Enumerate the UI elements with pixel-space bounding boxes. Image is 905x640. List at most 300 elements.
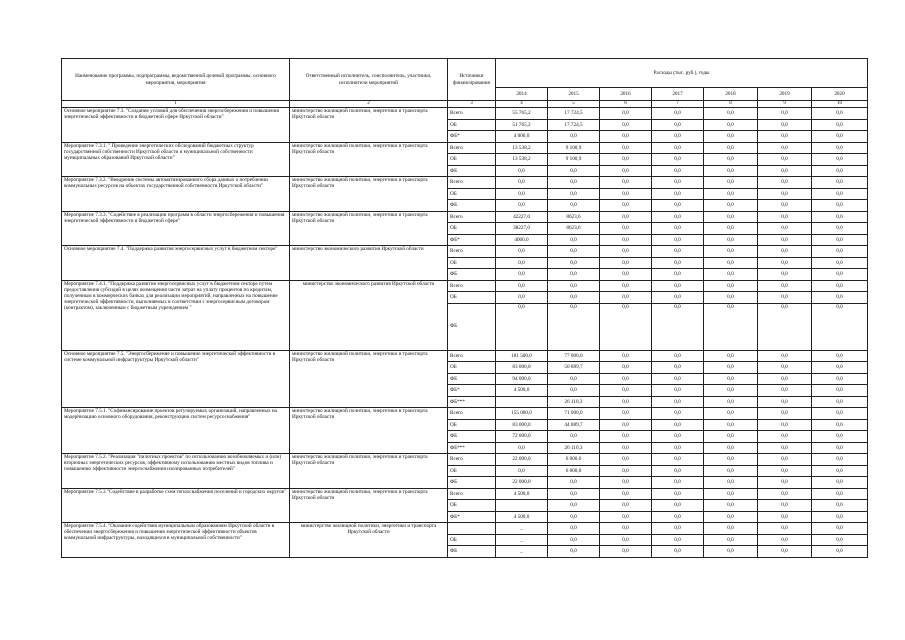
measure-name: Мероприятие 7.5.3 "Содействие в разработке схем теплоснабжения поселений и городских округов" xyxy=(62,488,290,523)
measure-name: Мероприятие 7.5.1. "Софинансирование проектов регулируемых организаций, направленных на модернизацию основного оборудования, реконструкцию систем ресурсоснабжения" xyxy=(62,408,290,454)
funding-source: ОБ xyxy=(448,188,496,200)
expense-value: 6 000,0 xyxy=(548,454,600,466)
expense-value: 0,0 xyxy=(652,131,704,143)
measure-executor: министерство жилищной политики, энергетики и транспорта Иркутской области xyxy=(290,177,448,212)
expense-value: 0,0 xyxy=(704,477,758,489)
expense-value: 0,0 xyxy=(812,200,868,212)
expense-value: 0,0 xyxy=(548,385,600,397)
expense-value: 0,0 xyxy=(812,188,868,200)
expense-value: 155 000,0 xyxy=(496,408,548,420)
funding-source: Всего xyxy=(448,142,496,154)
expense-value: _ xyxy=(496,534,548,546)
expense-value: 0,0 xyxy=(652,419,704,431)
expense-value: 0,0 xyxy=(812,154,868,166)
expense-value: 0,0 xyxy=(704,292,758,304)
measure-executor: министерство жилищной политики, энергетики и транспорта Иркутской области xyxy=(290,211,448,246)
expense-value: 0,0 xyxy=(758,396,812,408)
expense-value: 0,0 xyxy=(812,396,868,408)
header-expenses: Расходы (тыс. руб.), годы xyxy=(496,59,868,88)
expense-value: 0,0 xyxy=(548,165,600,177)
expense-value: 0,0 xyxy=(704,257,758,269)
funding-source: ОБ xyxy=(448,257,496,269)
expense-value: 0,0 xyxy=(812,119,868,131)
expense-value: 0,0 xyxy=(812,246,868,258)
expense-value: 0,0 xyxy=(812,419,868,431)
column-index: 1 xyxy=(62,101,290,108)
expense-value: 0,0 xyxy=(758,211,812,223)
expense-value: 0,0 xyxy=(548,431,600,443)
expense-value: 0,0 xyxy=(496,177,548,189)
expense-value: 0,0 xyxy=(652,511,704,523)
expense-value: 0,0 xyxy=(600,246,652,258)
measure-executor: министерство экономического развития Иркутской области xyxy=(290,280,448,350)
expense-value: 0,0 xyxy=(496,165,548,177)
expense-value: 4 000,0 xyxy=(496,131,548,143)
expense-value: 0,0 xyxy=(600,534,652,546)
expense-value: 0,0 xyxy=(758,234,812,246)
expense-value: 0,0 xyxy=(812,362,868,374)
expense-value: 0,0 xyxy=(812,280,868,292)
column-index: 9 xyxy=(758,101,812,108)
expense-value: 0,0 xyxy=(496,280,548,292)
expense-value: 9 100,9 xyxy=(548,154,600,166)
measure-name: Мероприятие 7.4.1. "Поддержка развития энергосервисных услуг в бюджетном секторе путем предоставления субсидий в целях возмещения части затрат на уплату процентов по кредитам, полученным в коммерческих банках для реализации мероприятий, направленных на повышение энергетической эффективности, выполняемых в соответствии с энергосервисным договором (контрактом), заключенным с бюджетным учреждением " xyxy=(62,280,290,350)
expense-value: 0,0 xyxy=(600,142,652,154)
expense-value: 0,0 xyxy=(758,454,812,466)
expense-value: 0,0 xyxy=(704,234,758,246)
expense-value: 0,0 xyxy=(758,431,812,443)
expense-value: 0,0 xyxy=(758,280,812,292)
expense-value: 0,0 xyxy=(600,511,652,523)
funding-source: Всего xyxy=(448,454,496,466)
funding-source: ОБ xyxy=(448,534,496,546)
table-row xyxy=(62,280,868,292)
expense-value: 0,0 xyxy=(548,511,600,523)
expense-value: 0,0 xyxy=(548,200,600,212)
expense-value: 26 110,3 xyxy=(548,442,600,454)
expense-value: 83 000,0 xyxy=(496,362,548,374)
expense-value: 77 000,0 xyxy=(548,350,600,362)
expense-value: 0,0 xyxy=(652,303,704,350)
expense-value: 0,0 xyxy=(548,373,600,385)
expense-value: 0,0 xyxy=(600,223,652,235)
expense-value: 0,0 xyxy=(704,431,758,443)
expense-value: 0,0 xyxy=(548,477,600,489)
expense-value: 0,0 xyxy=(600,373,652,385)
expense-value: 0,0 xyxy=(758,108,812,120)
header-year: 2019 xyxy=(758,88,812,101)
funding-source: Всего xyxy=(448,177,496,189)
expense-value: 0,0 xyxy=(758,303,812,350)
funding-source: Всего xyxy=(448,350,496,362)
expense-value: 0,0 xyxy=(652,488,704,500)
expense-value: 0,0 xyxy=(704,350,758,362)
expense-value: 0,0 xyxy=(600,234,652,246)
expense-value: 0,0 xyxy=(652,211,704,223)
expense-value: 0,0 xyxy=(812,431,868,443)
expense-value: 0,0 xyxy=(548,534,600,546)
expense-value: 0,0 xyxy=(758,177,812,189)
expense-value: 0,0 xyxy=(652,408,704,420)
column-index: 5 xyxy=(548,101,600,108)
funding-source: ФБ*** xyxy=(448,396,496,408)
expense-value: 0,0 xyxy=(496,303,548,350)
expense-value: 0,0 xyxy=(600,119,652,131)
expense-value: 0,0 xyxy=(812,177,868,189)
measure-name: Мероприятие 7.5.4. "Оказание содействия муниципальным образованиям Иркутской области в обеспечении энергосбережения и повышения энергетической эффективности объектов коммунальной инфраструктуры, находящихся в муниципальной собственности" xyxy=(62,523,290,558)
expense-value: 0,0 xyxy=(652,119,704,131)
expense-value: 0,0 xyxy=(704,465,758,477)
header-source: Источники финансирования xyxy=(448,59,496,101)
expense-value: 0,0 xyxy=(812,442,868,454)
expense-value: 0,0 xyxy=(758,257,812,269)
expense-value: 0,0 xyxy=(652,223,704,235)
expense-value: 0,0 xyxy=(758,385,812,397)
funding-source: ФБ* xyxy=(448,131,496,143)
expense-value: 0,0 xyxy=(652,350,704,362)
expense-value: 0,0 xyxy=(600,131,652,143)
expense-value: 0,0 xyxy=(600,211,652,223)
expense-value: 0,0 xyxy=(600,408,652,420)
expense-value: 0,0 xyxy=(600,500,652,512)
expense-value: 0,0 xyxy=(758,546,812,558)
expense-value: 0,0 xyxy=(652,431,704,443)
expense-value: 0,0 xyxy=(652,396,704,408)
expense-value: 26 110,3 xyxy=(548,396,600,408)
expense-value: 0,0 xyxy=(704,142,758,154)
expense-value: 0,0 xyxy=(600,362,652,374)
measure-name: Мероприятие 7.3.3. "Содействие в реализации программ в области энергосбережения и повышения энергетической эффективности в бюджетной сфере" xyxy=(62,211,290,246)
expense-value: 0,0 xyxy=(704,223,758,235)
expense-value: 0,0 xyxy=(758,488,812,500)
expense-value: 0,0 xyxy=(812,303,868,350)
expense-value: 0,0 xyxy=(704,534,758,546)
expense-value: 0,0 xyxy=(496,200,548,212)
expense-value: 13 538,2 xyxy=(496,142,548,154)
expense-value: 0,0 xyxy=(758,154,812,166)
header-year: 2017 xyxy=(652,88,704,101)
measure-name: Мероприятие 7.3.2. "Внедрение системы автоматизированного сбора данных о потреблении коммунальных ресурсов на объектах государственной собственности Иркутской области" xyxy=(62,177,290,212)
expense-value: 55 765,2 xyxy=(496,108,548,120)
funding-source: ФБ xyxy=(448,373,496,385)
expense-value: 0,0 xyxy=(704,177,758,189)
funding-source: ОБ xyxy=(448,119,496,131)
funding-source: ФБ* xyxy=(448,511,496,523)
funding-source: ФБ xyxy=(448,546,496,558)
expense-value: 0,0 xyxy=(812,373,868,385)
expense-value: 0,0 xyxy=(652,523,704,535)
expense-value: 0,0 xyxy=(496,292,548,304)
measure-name: Мероприятие 7.5.2. "Реализация "пилотных проектов" по использованию возобновляемых и (или) вторичных энергетических ресурсов, эффективному использованию местных видов топлива и повышению эффективности энергоснабжения изолированных потребителей" xyxy=(62,454,290,489)
header-year: 2015 xyxy=(548,88,600,101)
expense-value: 4000,0 xyxy=(496,234,548,246)
table-row xyxy=(62,177,868,189)
expense-value: 0,0 xyxy=(600,108,652,120)
measure-executor: министерство жилищной политики, энергетики и транспорта Иркутской области xyxy=(290,142,448,177)
expense-value: 0,0 xyxy=(600,280,652,292)
expense-value: 0,0 xyxy=(652,385,704,397)
expense-value: 0,0 xyxy=(548,488,600,500)
expense-value: 0,0 xyxy=(758,523,812,535)
expense-value: 17 724,5 xyxy=(548,119,600,131)
expense-value: 0,0 xyxy=(600,350,652,362)
expense-value: 0,0 xyxy=(758,442,812,454)
expense-value xyxy=(496,500,548,512)
expense-value: 0,0 xyxy=(496,246,548,258)
expense-value: 0,0 xyxy=(652,246,704,258)
expense-value: 0,0 xyxy=(812,408,868,420)
expense-value: 0,0 xyxy=(600,488,652,500)
funding-source: Всего xyxy=(448,211,496,223)
funding-source xyxy=(448,523,496,535)
expense-value: 8623,6 xyxy=(548,211,600,223)
expense-value: 0,0 xyxy=(548,269,600,281)
budget-sheet xyxy=(61,58,867,558)
expense-value: 0,0 xyxy=(548,292,600,304)
measure-executor: министерство экономического развития Иркутской области xyxy=(290,246,448,281)
expense-value: 0,0 xyxy=(652,165,704,177)
table-row xyxy=(62,523,868,535)
expense-value: 0,0 xyxy=(704,269,758,281)
expense-value: 0,0 xyxy=(758,223,812,235)
measure-name: Основное мероприятие 7.3. "Создание условий для обеспечения энергосбережения и повышения энергетической эффективности в бюджетной сфере Иркутской области" xyxy=(62,108,290,143)
expense-value: 0,0 xyxy=(652,292,704,304)
budget-table xyxy=(61,58,868,558)
expense-value: 0,0 xyxy=(758,119,812,131)
expense-value: 0,0 xyxy=(812,292,868,304)
column-index: 6 xyxy=(600,101,652,108)
expense-value: 0,0 xyxy=(812,465,868,477)
expense-value: 4 500,0 xyxy=(496,511,548,523)
expense-value: 0,0 xyxy=(652,188,704,200)
expense-value: 0,0 xyxy=(652,546,704,558)
expense-value: 0,0 xyxy=(812,165,868,177)
expense-value: 0,0 xyxy=(600,465,652,477)
expense-value: 51 765,2 xyxy=(496,119,548,131)
expense-value: 0,0 xyxy=(496,442,548,454)
expense-value: 0,0 xyxy=(652,154,704,166)
expense-value: 0,0 xyxy=(600,177,652,189)
funding-source: ОБ xyxy=(448,292,496,304)
expense-value: 0,0 xyxy=(600,454,652,466)
expense-value: 0,0 xyxy=(704,385,758,397)
expense-value: 0,0 xyxy=(704,442,758,454)
expense-value: 0,0 xyxy=(652,177,704,189)
expense-value: 0,0 xyxy=(652,362,704,374)
expense-value: 0,0 xyxy=(548,246,600,258)
table-row xyxy=(62,488,868,500)
expense-value: 0,0 xyxy=(812,142,868,154)
funding-source: ОБ xyxy=(448,223,496,235)
expense-value: 0,0 xyxy=(548,234,600,246)
expense-value: 4 500,0 xyxy=(496,488,548,500)
expense-value: 0,0 xyxy=(600,419,652,431)
funding-source: ФБ*** xyxy=(448,442,496,454)
expense-value: 0,0 xyxy=(758,477,812,489)
column-index: 2 xyxy=(290,101,448,108)
expense-value: 0,0 xyxy=(652,500,704,512)
measure-name: Основное мероприятие 7.4. "Поддержка развития энергосервисных услуг в бюджетном секторе" xyxy=(62,246,290,281)
expense-value: 0,0 xyxy=(758,292,812,304)
expense-value: 0,0 xyxy=(704,188,758,200)
table-row xyxy=(62,246,868,258)
expense-value: 4 500,0 xyxy=(496,385,548,397)
expense-value: 0,0 xyxy=(758,500,812,512)
funding-source: ФБ* xyxy=(448,234,496,246)
expense-value: 0,0 xyxy=(758,408,812,420)
expense-value: 0,0 xyxy=(812,500,868,512)
expense-value: 0,0 xyxy=(652,454,704,466)
expense-value: 0,0 xyxy=(704,511,758,523)
table-row xyxy=(62,408,868,420)
expense-value: 0,0 xyxy=(758,350,812,362)
expense-value: 0,0 xyxy=(758,269,812,281)
expense-value: 0,0 xyxy=(600,257,652,269)
expense-value: 0,0 xyxy=(704,211,758,223)
expense-value: 0,0 xyxy=(758,534,812,546)
expense-value: 0,0 xyxy=(812,350,868,362)
expense-value: 0,0 xyxy=(812,523,868,535)
funding-source: ФБ xyxy=(448,431,496,443)
column-index: 8 xyxy=(704,101,758,108)
expense-value: 0,0 xyxy=(548,280,600,292)
expense-value: 0,0 xyxy=(652,234,704,246)
expense-value: 0,0 xyxy=(704,280,758,292)
expense-value: 0,0 xyxy=(600,269,652,281)
expense-value: 0,0 xyxy=(600,200,652,212)
measure-executor: министерство жилищной политики, энергетики и транспорта Иркутской области xyxy=(290,454,448,489)
expense-value: 0,0 xyxy=(758,511,812,523)
expense-value: 0,0 xyxy=(758,362,812,374)
expense-value: 0,0 xyxy=(812,546,868,558)
expense-value: 22 000,0 xyxy=(496,477,548,489)
expense-value: 0,0 xyxy=(548,546,600,558)
expense-value: 0,0 xyxy=(758,165,812,177)
expense-value: 0,0 xyxy=(548,523,600,535)
expense-value: 94 000,0 xyxy=(496,373,548,385)
expense-value: 42227,0 xyxy=(496,211,548,223)
expense-value: 0,0 xyxy=(704,546,758,558)
expense-value: 0,0 xyxy=(704,108,758,120)
expense-value: _ xyxy=(496,523,548,535)
expense-value: 0,0 xyxy=(548,257,600,269)
expense-value: 0,0 xyxy=(548,500,600,512)
expense-value: 0,0 xyxy=(496,465,548,477)
funding-source: Всего xyxy=(448,408,496,420)
expense-value: 50 889,7 xyxy=(548,362,600,374)
expense-value: 0,0 xyxy=(758,419,812,431)
expense-value: 0,0 xyxy=(600,546,652,558)
expense-value: 0,0 xyxy=(812,477,868,489)
expense-value: 0,0 xyxy=(652,465,704,477)
expense-value: 0,0 xyxy=(652,142,704,154)
expense-value: 0,0 xyxy=(600,477,652,489)
expense-value: 0,0 xyxy=(758,373,812,385)
funding-source: Всего xyxy=(448,488,496,500)
funding-source: ФБ xyxy=(448,303,496,350)
expense-value: 0,0 xyxy=(812,511,868,523)
expense-value: 0,0 xyxy=(548,177,600,189)
expense-value: 0,0 xyxy=(812,108,868,120)
expense-value: 0,0 xyxy=(704,396,758,408)
measure-executor: министерство жилищной политики, энергетики и транспорта Иркутской области xyxy=(290,488,448,523)
table-row xyxy=(62,350,868,362)
expense-value: 0,0 xyxy=(704,246,758,258)
expense-value: 0,0 xyxy=(600,292,652,304)
measure-name: Основное мероприятие 7.5. "Энергосбережение и повышение энергетической эффективности в системе коммунальной инфраструктуры Иркутской области" xyxy=(62,350,290,408)
expense-value: 0,0 xyxy=(496,269,548,281)
expense-value: 0,0 xyxy=(704,523,758,535)
expense-value: 0,0 xyxy=(758,142,812,154)
funding-source: ФБ xyxy=(448,200,496,212)
expense-value: 0,0 xyxy=(812,211,868,223)
expense-value: 0,0 xyxy=(704,419,758,431)
expense-value: 0,0 xyxy=(812,488,868,500)
measure-name: Мероприятие 7.3.1. " Проведение энергетических обследований бюджетных структур государственной собственности Иркутской области и муниципальной собственности муниципальных образований Иркутской области" xyxy=(62,142,290,177)
expense-value: 0,0 xyxy=(548,303,600,350)
budget-body xyxy=(62,108,868,558)
expense-value: 0,0 xyxy=(600,165,652,177)
expense-value: 0,0 xyxy=(812,223,868,235)
expense-value xyxy=(496,396,548,408)
funding-source: ФБ xyxy=(448,165,496,177)
expense-value: 0,0 xyxy=(704,154,758,166)
measure-executor: министерство жилищной политики, энергетики и транспорта Иркутской области xyxy=(290,523,448,558)
expense-value: 0,0 xyxy=(758,188,812,200)
expense-value: 0,0 xyxy=(758,131,812,143)
table-row xyxy=(62,454,868,466)
expense-value: 0,0 xyxy=(758,465,812,477)
header-year: 2016 xyxy=(600,88,652,101)
expense-value: 0,0 xyxy=(600,442,652,454)
expense-value: 0,0 xyxy=(758,200,812,212)
expense-value: 0,0 xyxy=(758,246,812,258)
expense-value: 0,0 xyxy=(600,188,652,200)
expense-value: 38227,0 xyxy=(496,223,548,235)
expense-value: 0,0 xyxy=(652,280,704,292)
table-row xyxy=(62,142,868,154)
expense-value: 6 000,0 xyxy=(548,465,600,477)
table-row xyxy=(62,108,868,120)
expense-value: 0,0 xyxy=(704,454,758,466)
expense-value: 9 100,9 xyxy=(548,142,600,154)
expense-value: 0,0 xyxy=(652,534,704,546)
expense-value: _ xyxy=(496,546,548,558)
measure-executor: министерство жилищной политики, энергетики и транспорта Иркутской области xyxy=(290,350,448,408)
expense-value: 0,0 xyxy=(496,257,548,269)
expense-value: 0,0 xyxy=(652,269,704,281)
expense-value: 0,0 xyxy=(812,454,868,466)
expense-value: 0,0 xyxy=(704,119,758,131)
funding-source: ОБ xyxy=(448,500,496,512)
table-row xyxy=(62,211,868,223)
expense-value: 17 724,5 xyxy=(548,108,600,120)
expense-value: 13 538,2 xyxy=(496,154,548,166)
expense-value: 0,0 xyxy=(548,131,600,143)
expense-value: 0,0 xyxy=(600,385,652,397)
expense-value: 0,0 xyxy=(600,154,652,166)
expense-value: 0,0 xyxy=(812,234,868,246)
expense-value: 0,0 xyxy=(600,396,652,408)
expense-value: 0,0 xyxy=(704,488,758,500)
funding-source: ФБ xyxy=(448,269,496,281)
expense-value: 0,0 xyxy=(704,131,758,143)
expense-value: 181 500,0 xyxy=(496,350,548,362)
header-executor: Ответственный исполнитель, соисполнитель, участники, исполнители мероприятий xyxy=(290,59,448,101)
funding-source: Всего xyxy=(448,280,496,292)
funding-source: ФБ xyxy=(448,477,496,489)
expense-value: 22 000,0 xyxy=(496,454,548,466)
